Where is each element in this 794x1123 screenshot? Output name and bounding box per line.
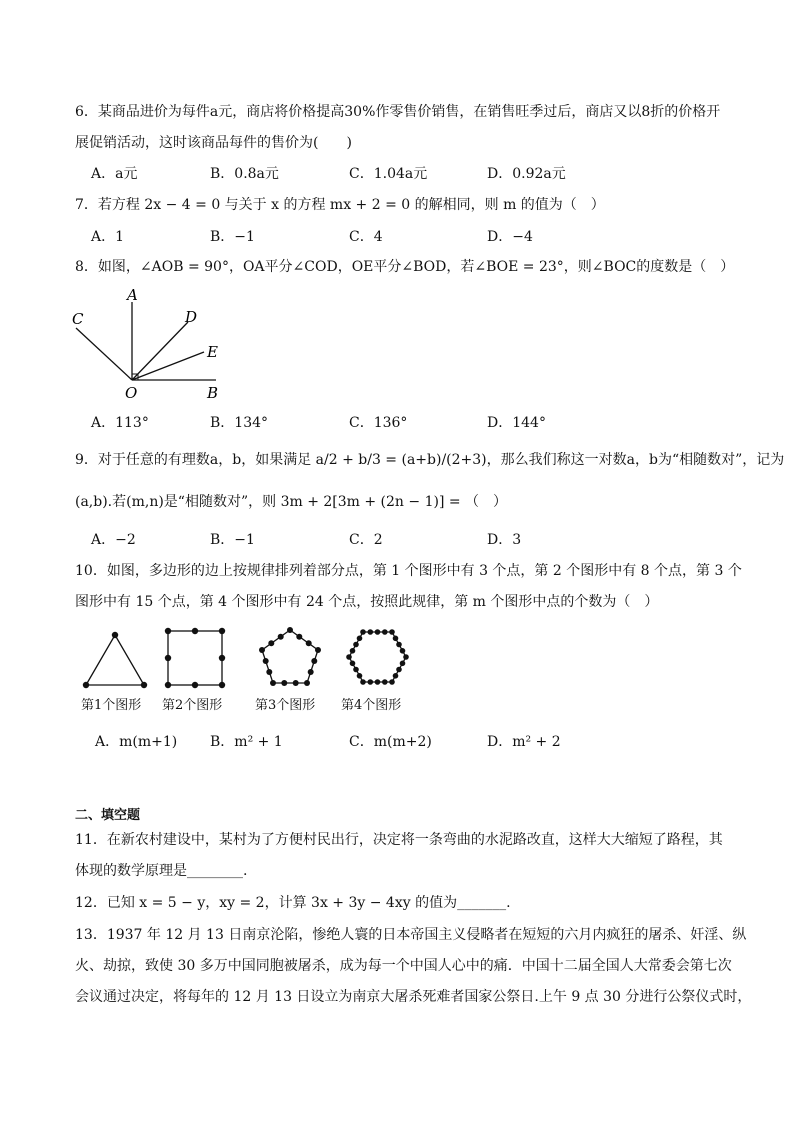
q13-line2: 火、劫掠，致使 30 多万中国同胞被屠杀，成为每一个中国人心中的痛．中国十二届全国人大常委会第七次	[75, 958, 732, 974]
label-a: A	[127, 286, 138, 304]
label-d: D	[185, 308, 198, 326]
q7-option-d: D．−4	[487, 229, 533, 245]
q7-option-c: C．4	[349, 229, 383, 245]
q6-line2: 展促销活动，这时该商品每件的售价为( )	[75, 135, 352, 151]
ray-od	[132, 322, 188, 380]
q6-option-c: C．1.04a元	[349, 166, 428, 182]
figure-caption-4: 第4个图形	[341, 698, 402, 713]
q10-option-b: B．m² + 1	[210, 734, 283, 750]
q9-option-d: D．3	[487, 532, 522, 548]
q6-option-b: B．0.8a元	[210, 166, 279, 182]
label-e: E	[207, 343, 218, 361]
q6-line1: 6．某商品进价为每件a元，商店将价格提高30%作零售价销售，在销售旺季过后，商店又以8折的价格开	[75, 104, 721, 120]
angle-figure	[66, 284, 236, 404]
label-o: O	[125, 384, 138, 402]
q11-line1: 11．在新农村建设中，某村为了方便村民出行，决定将一条弯曲的水泥路改直，这样大大缩短了路程，其	[75, 832, 723, 848]
q11-line2: 体现的数学原理是________.	[75, 863, 248, 879]
q13-line1: 13．1937 年 12 月 13 日南京沦陷，惨绝人寰的日本帝国主义侵略者在短短的六月内疯狂的屠杀、奸淫、纵	[75, 927, 747, 943]
label-c: C	[72, 310, 84, 328]
triangle-shape	[86, 635, 144, 685]
q10-line2: 图形中有 15 个点，第 4 个图形中有 24 个点，按照此规律，第 m 个图形中点的个数为（ ）	[75, 594, 659, 610]
q8-line1: 8．如图，∠AOB = 90°，OA平分∠COD，OE平分∠BOD，若∠BOE = 23°，则∠BOC的度数是（ ）	[75, 259, 735, 275]
polygon-dots-figure	[70, 620, 430, 700]
q7-option-b: B．−1	[210, 229, 255, 245]
q10-option-a: A．m(m+1)	[95, 734, 178, 750]
q9-line1: 9．对于任意的有理数a，b，如果满足 a/2 + b/3 = (a+b)/(2+3)，那么我们称这一对数a，b为“相随数对”，记为	[75, 452, 785, 468]
figure-dots	[83, 627, 409, 688]
q9-option-b: B．−1	[210, 532, 255, 548]
q8-option-d: D．144°	[487, 415, 546, 431]
q7-option-a: A．1	[91, 229, 125, 245]
pentagon-shape	[262, 630, 318, 683]
figure-caption-3: 第3个图形	[255, 698, 316, 713]
q8-option-a: A．113°	[91, 415, 149, 431]
q10-line1: 10．如图，多边形的边上按规律排列着部分点，第 1 个图形中有 3 个点，第 2 个图形中有 8 个点，第 3 个	[75, 563, 742, 579]
q9-option-a: A．−2	[91, 532, 136, 548]
q7-line1: 7．若方程 2x − 4 = 0 与关于 x 的方程 mx + 2 = 0 的解相同，则 m 的值为（ ）	[75, 197, 605, 213]
figure-caption-1: 第1个图形	[81, 698, 142, 713]
q6-option-d: D．0.92a元	[487, 166, 566, 182]
section-title: 二、填空题	[75, 808, 141, 823]
q13-line3: 会议通过决定，将每年的 12 月 13 日设立为南京大屠杀死难者国家公祭日.上午 9 点 30 分进行公祭仪式时，	[75, 989, 752, 1005]
ray-oc	[76, 328, 132, 380]
q10-option-c: C．m(m+2)	[349, 734, 432, 750]
q9-line2: (a,b).若(m,n)是“相随数对”，则 3m + 2[3m + (2n − 1)] = （ ）	[75, 494, 508, 510]
q8-option-c: C．136°	[349, 415, 408, 431]
q10-option-d: D．m² + 2	[487, 734, 561, 750]
figure-caption-2: 第2个图形	[162, 698, 223, 713]
q12-line1: 12．已知 x = 5 − y，xy = 2，计算 3x + 3y − 4xy 的值为_______.	[75, 895, 511, 911]
q9-option-c: C．2	[349, 532, 383, 548]
square-shape	[168, 631, 222, 685]
label-b: B	[207, 384, 219, 402]
ray-oe	[132, 352, 204, 380]
q6-option-a: A．a元	[91, 166, 138, 182]
q8-option-b: B．134°	[210, 415, 269, 431]
